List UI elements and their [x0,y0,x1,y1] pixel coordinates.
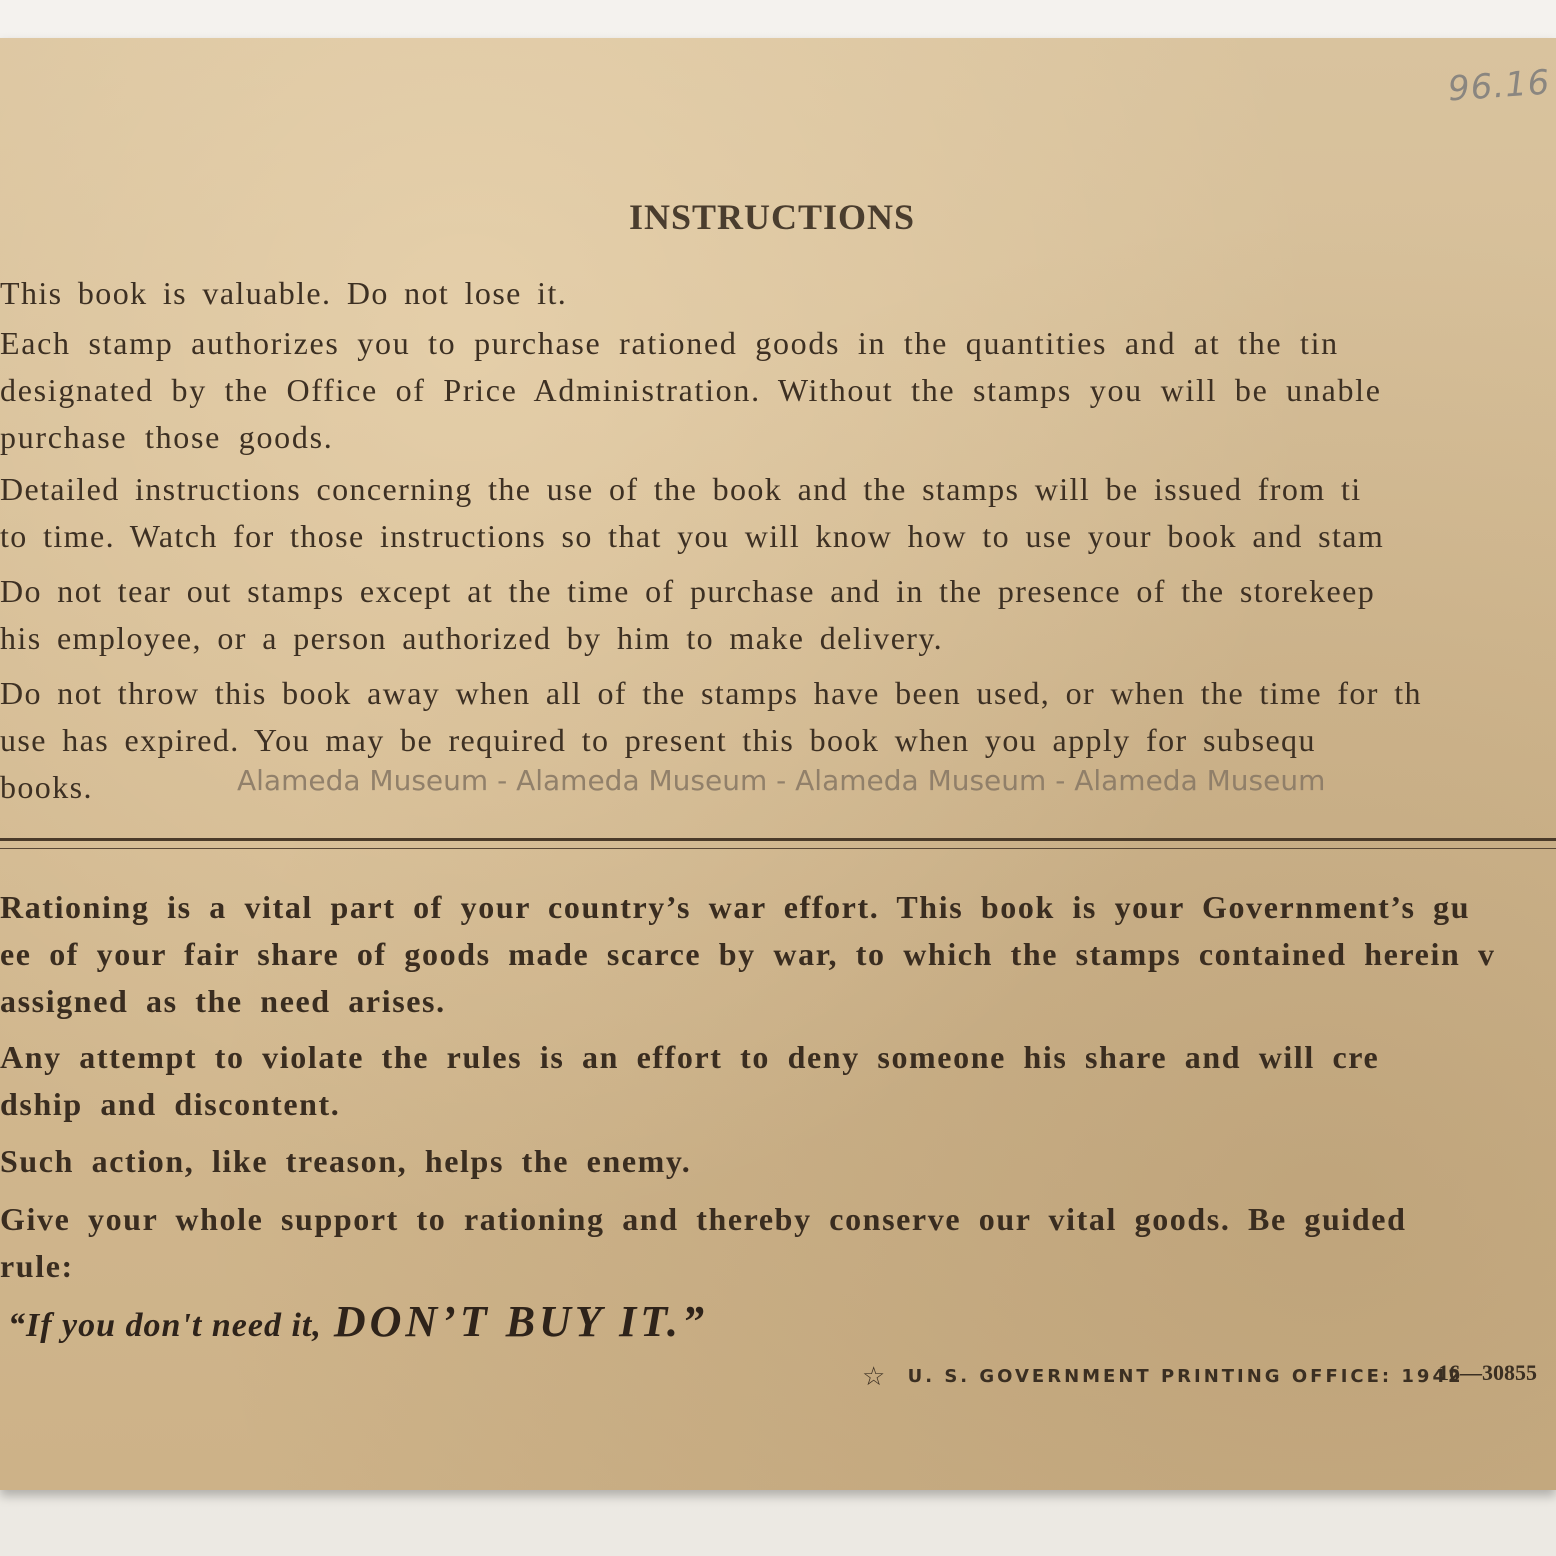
star-icon: ☆ [862,1362,889,1392]
imprint-text: U. S. GOVERNMENT PRINTING OFFICE: 1942 [907,1366,1464,1387]
text-line: books. [0,769,93,805]
text-line: purchase those goods. [0,419,334,455]
motto-part-2: DON’T BUY IT.” [333,1297,709,1346]
instruction-paragraph-2 [0,320,1556,461]
text-line: Do not tear out stamps except at the time of purchase and in the presence of the storekeep [0,573,1376,609]
section-divider-rule-thin [0,848,1556,849]
notice-paragraph-3 [0,1138,1556,1185]
form-number: 16—30855 [1438,1360,1537,1385]
text-line: Such action, like treason, helps the enemy. [0,1143,692,1179]
instruction-paragraph-4 [0,568,1556,662]
instruction-paragraph-3 [0,466,1556,560]
instruction-paragraph-1 [0,270,1556,317]
text-line: dship and discontent. [0,1086,341,1122]
ration-book-back-cover [0,38,1556,1490]
printer-imprint [862,1362,1464,1392]
notice-paragraph-1 [0,884,1556,1025]
text-line: rule: [0,1248,74,1284]
text-line: use has expired. You may be required to present this book when you apply for subsequ [0,722,1316,758]
text-line: Any attempt to violate the rules is an effort to deny someone his share and will cre [0,1039,1380,1075]
text-line: his employee, or a person authorized by him to make delivery. [0,620,944,656]
notice-paragraph-4 [0,1196,1556,1290]
text-line: Rationing is a vital part of your country’s war effort. This book is your Government’s gu [0,889,1471,925]
notice-paragraph-2 [0,1034,1556,1128]
motto-slogan [8,1296,708,1347]
text-line: ee of your fair share of goods made scarce by war, to which the stamps contained herein v [0,936,1496,972]
text-line: assigned as the need arises. [0,983,446,1019]
text-line: to time. Watch for those instructions so that you will know how to use your book and stam [0,518,1385,554]
text-line: This book is valuable. Do not lose it. [0,275,568,311]
instructions-heading: INSTRUCTIONS [628,197,916,237]
motto-part-1: “If you don't need it, [8,1307,322,1344]
catalog-number-handwritten: 96.16 [1446,62,1552,110]
text-line: designated by the Office of Price Administration. Without the stamps you will be unable [0,372,1382,408]
museum-watermark: Alameda Museum - Alameda Museum - Alameda Museum - Alameda Museum [237,764,1326,797]
text-line: Detailed instructions concerning the use of the book and the stamps will be issued from ti [0,471,1362,507]
text-line: Each stamp authorizes you to purchase rationed goods in the quantities and at the tin [0,325,1339,361]
text-line: Give your whole support to rationing and thereby conserve our vital goods. Be guided [0,1201,1407,1237]
section-divider-rule [0,838,1556,841]
text-line: Do not throw this book away when all of the stamps have been used, or when the time for th [0,675,1422,711]
